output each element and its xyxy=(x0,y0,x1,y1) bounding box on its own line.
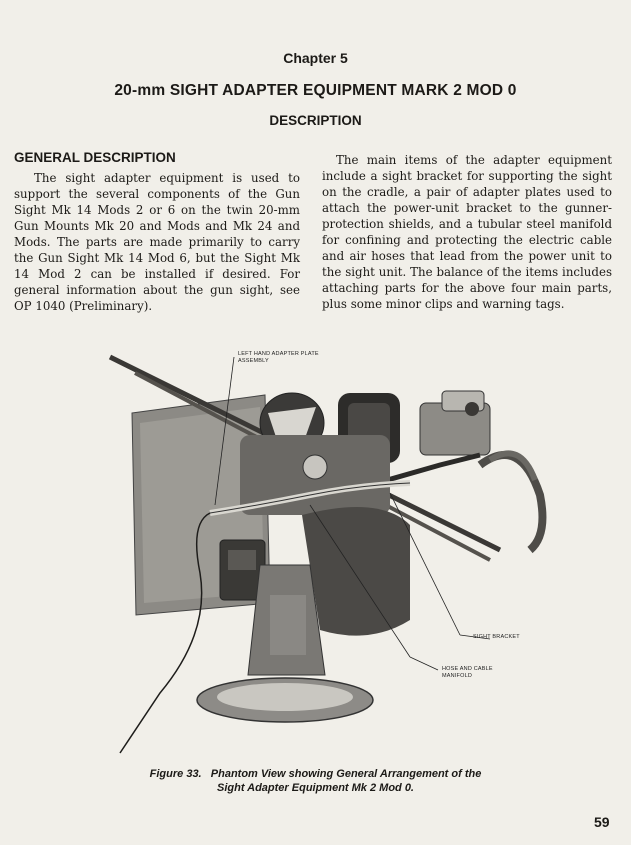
page-title: 20-mm SIGHT ADAPTER EQUIPMENT MARK 2 MOD 0 xyxy=(114,82,517,99)
callout-left-hand-adapter-plate: LEFT HAND ADAPTER PLATE ASSEMBLY xyxy=(238,351,319,364)
page-number: 59 xyxy=(594,814,610,830)
figure-gun-mount-illustration xyxy=(80,345,550,755)
section-heading: GENERAL DESCRIPTION xyxy=(14,150,176,165)
callout-hose-cable-manifold: HOSE AND CABLE MANIFOLD xyxy=(442,666,493,679)
caption-line-2: Sight Adapter Equipment Mk 2 Mod 0. xyxy=(217,782,414,794)
caption-line-1: Figure 33. Phantom View showing General Arrangement of the xyxy=(149,768,482,780)
paragraph-left: The sight adapter equipment is used to support the several components of the Gun Sight Mk 14 Mods 2 or 6 on the twin 20-mm Gun Mounts Mk 20 and Mods and Mk 24 and Mods. The parts are made primarily to carry the Gun Sight Mk 14 Mod 6, but the Sight Mk 14 Mod 2 can be installed if desired. For general information about the gun sight, see OP 1040 (Preliminary). xyxy=(14,171,300,313)
canvas-bag xyxy=(302,507,410,636)
figure-caption xyxy=(0,767,631,795)
chapter-label: Chapter 5 xyxy=(283,50,348,66)
page-subtitle: DESCRIPTION xyxy=(269,113,362,128)
callout-sight-bracket: SIGHT BRACKET xyxy=(473,634,520,640)
gun-mount-drawing xyxy=(80,345,550,755)
callout-leader xyxy=(410,657,438,670)
paragraph-right: The main items of the adapter equipment include a sight bracket for supporting the sight on the cradle, a pair of adapter plates used to attach the power-unit bracket to the gunner-protection shields, and a tubular steel manifold for confining and protecting the electric cable and air hoses that lead from the power unit to the sight unit. The balance of the items includes attaching parts for the above four main parts, plus some minor clips and warning tags. xyxy=(322,153,612,311)
